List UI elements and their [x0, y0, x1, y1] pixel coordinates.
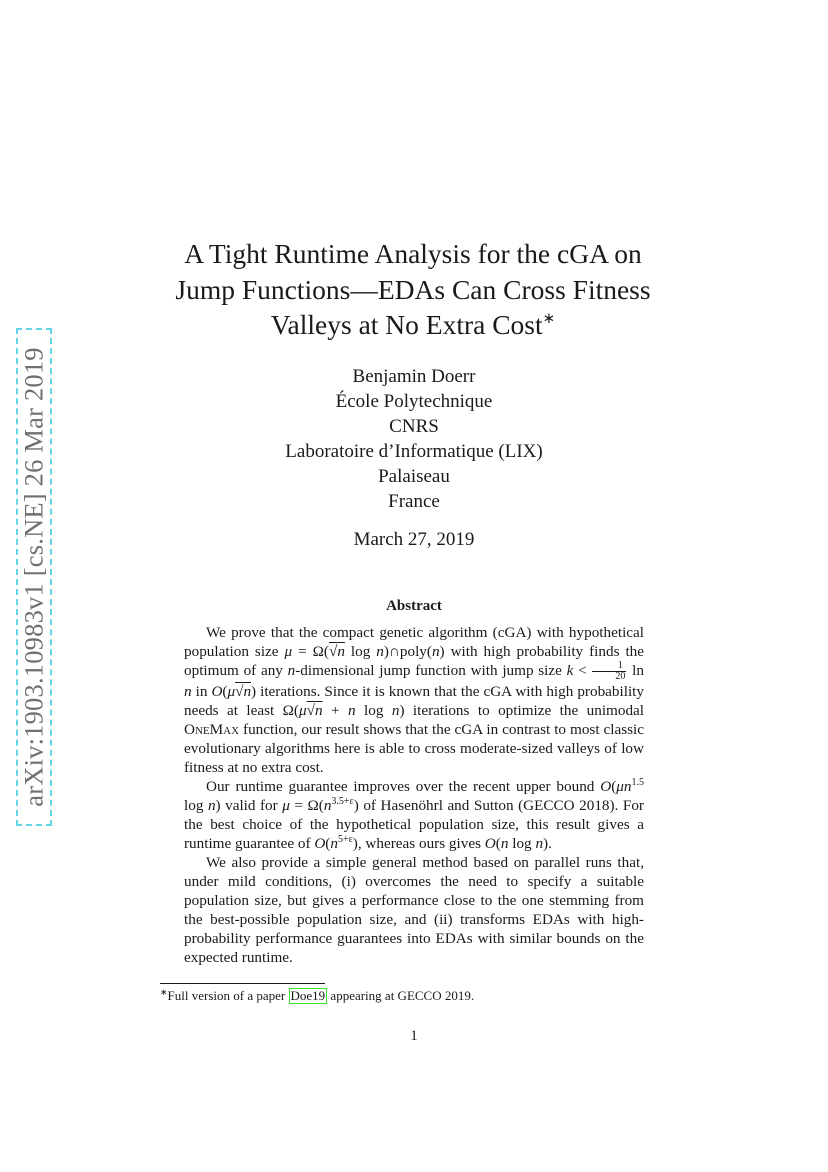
abstract-heading: Abstract [386, 598, 442, 614]
title-footnote-marker[interactable]: ∗ [542, 311, 556, 327]
paper-title [130, 236, 696, 343]
author-name: Benjamin Doerr [352, 366, 476, 387]
title-line-2: Jump Functions—EDAs Can Cross Fitness [175, 273, 651, 305]
footnote-marker: ∗ [160, 987, 168, 997]
author-affiliation-4: Palaiseau [378, 466, 450, 487]
abstract-paragraph-1: We prove that the compact genetic algorithm (cGA) with hypothetical population size μ = Ω(√n log n)∩poly(n) with high probability finds the optimum of any n-dimensional jump function with jump size k < $\frac{1}{20}$ ln n in O(μ√n) iterations. Since it is known that the cGA with high probability needs at least Ω(μ√n + n log n) iterations to optimize the unimodal OneMax function, our result shows that the cGA in contrast to most classic evolutionary algorithms here is able to cross moderate-sized valleys of low fitness at no extra cost. [184, 624, 645, 776]
footnote-text-after: appearing at GECCO 2019. [327, 988, 475, 1003]
title-line-3 [130, 307, 696, 343]
fraction-1-20: $\frac{1}{20}$ [592, 661, 626, 682]
author-block [214, 364, 614, 514]
author-affiliation-3: Laboratoire d’Informatique (LIX) [285, 441, 543, 462]
citation-link[interactable]: Doe19 [290, 988, 326, 1003]
arxiv-stamp-text[interactable]: arXiv:1903.10983v1 [cs.NE] 26 Mar 2019 [18, 347, 49, 807]
footnote-text-before: Full version of a paper [167, 988, 289, 1003]
footnote [160, 988, 720, 1004]
author-affiliation-2: CNRS [389, 416, 439, 437]
page-number: 1 [410, 1028, 418, 1044]
footnote-divider [160, 983, 325, 984]
abstract-paragraph-3: We also provide a simple general method based on parallel runs that, under mild conditions, (i) overcomes the need to specify a suitable population size, but gives a performance close to the one stemming from the best-possible population size, and (ii) transforms EDAs with high-probability performance guarantees into EDAs with similar bounds on the expected runtime. [184, 854, 644, 966]
abstract-body [184, 623, 644, 967]
author-affiliation-1: École Polytechnique [335, 391, 493, 412]
title-line-3-text: Valleys at No Extra Cost [270, 309, 543, 340]
paper-date: March 27, 2019 [353, 529, 475, 550]
abstract-paragraph-2: Our runtime guarantee improves over the recent upper bound $O(\mu n^{1.5}$ log n) valid for $\mu = \Omega(n^{3.5+\varepsilon})$ of Hasenöhrl and Sutton (GECCO 2018). For the best choice of the hypothetical population size, this result gives a runtime guarantee of $O(n^{5+\varepsilon})$, whereas ours gives O(n log n). [184, 777, 644, 852]
title-line-1: A Tight Runtime Analysis for the cGA on [184, 238, 642, 269]
author-affiliation-5: France [388, 491, 440, 512]
